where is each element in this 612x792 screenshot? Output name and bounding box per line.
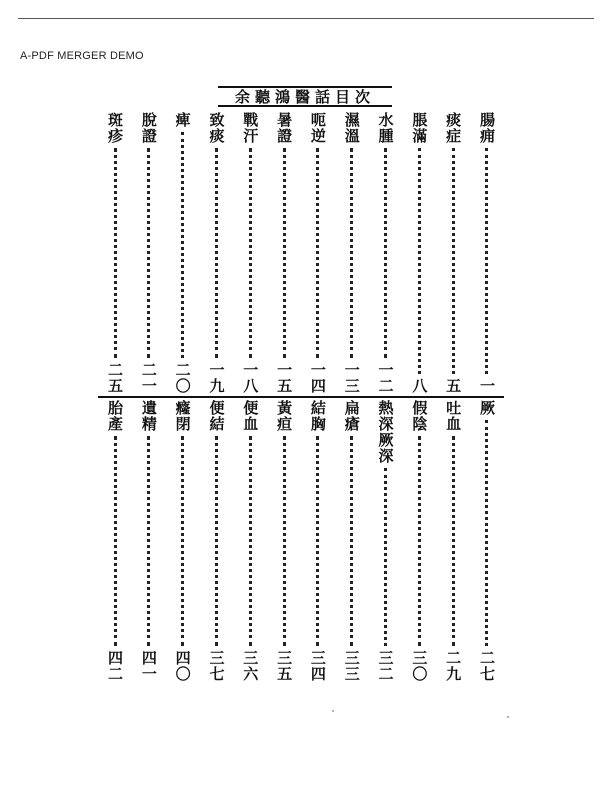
toc-entry bbox=[438, 112, 468, 394]
entry-title: 癃閉 bbox=[173, 400, 192, 432]
dot-leader bbox=[147, 148, 150, 358]
dot-leader bbox=[452, 148, 455, 374]
dot-leader bbox=[316, 148, 319, 358]
entry-title: 便結 bbox=[207, 400, 226, 432]
entry-page: 一四 bbox=[308, 362, 327, 394]
toc-entry bbox=[134, 112, 164, 394]
toc-entry bbox=[371, 400, 401, 682]
entry-page: 三四 bbox=[308, 650, 327, 682]
entry-title: 脫證 bbox=[139, 112, 158, 144]
entry-title: 結胸 bbox=[308, 400, 327, 432]
entry-title: 濕溫 bbox=[342, 112, 361, 144]
watermark-label: A-PDF MERGER DEMO bbox=[20, 50, 144, 62]
entry-page: 四一 bbox=[139, 650, 158, 682]
toc-entry bbox=[404, 112, 434, 394]
entry-title: 吐血 bbox=[444, 400, 463, 432]
entry-page: 三五 bbox=[275, 650, 294, 682]
toc-entry bbox=[472, 112, 502, 394]
dot-leader bbox=[147, 436, 150, 646]
toc-entry bbox=[472, 400, 502, 682]
entry-title: 痺 bbox=[173, 112, 192, 128]
entry-title: 扁瘡 bbox=[342, 400, 361, 432]
scan-speck bbox=[507, 716, 509, 718]
entry-title: 呃逆 bbox=[308, 112, 327, 144]
dot-leader bbox=[485, 420, 488, 646]
entry-title: 斑疹 bbox=[106, 112, 124, 144]
dot-leader bbox=[181, 132, 184, 358]
toc-entry bbox=[337, 400, 367, 682]
entry-title: 黃疸 bbox=[275, 400, 294, 432]
entry-title: 痰症 bbox=[444, 112, 463, 144]
toc-entry bbox=[201, 112, 231, 394]
entry-title: 便血 bbox=[241, 400, 260, 432]
entry-page: 四二 bbox=[106, 650, 124, 682]
entry-page: 二七 bbox=[477, 650, 496, 682]
entry-title: 腸痈 bbox=[477, 112, 496, 144]
entry-title: 水腫 bbox=[376, 112, 395, 144]
entry-page: 三三 bbox=[342, 650, 361, 682]
entry-title: 假陰 bbox=[410, 400, 429, 432]
toc-bottom-columns bbox=[100, 400, 502, 682]
entry-page: 八 bbox=[410, 378, 429, 394]
entry-title: 脹滿 bbox=[410, 112, 429, 144]
entry-page: 一九 bbox=[207, 362, 226, 394]
dot-leader bbox=[452, 436, 455, 646]
entry-page: 一八 bbox=[241, 362, 260, 394]
toc-entry bbox=[371, 112, 401, 394]
dot-leader bbox=[485, 148, 488, 374]
toc-top-columns bbox=[100, 112, 502, 394]
toc-entry bbox=[201, 400, 231, 682]
toc-entry bbox=[438, 400, 468, 682]
dot-leader bbox=[114, 436, 117, 646]
entry-page: 三二 bbox=[376, 650, 395, 682]
dot-leader bbox=[215, 436, 218, 646]
toc-entry bbox=[269, 112, 299, 394]
entry-page: 三六 bbox=[241, 650, 260, 682]
section-divider bbox=[98, 396, 504, 398]
toc-entry bbox=[235, 400, 265, 682]
dot-leader bbox=[316, 436, 319, 646]
toc-title: 余聽鴻醫話目次 bbox=[218, 86, 392, 107]
dot-leader bbox=[384, 468, 387, 646]
toc-entry bbox=[337, 112, 367, 394]
dot-leader bbox=[418, 436, 421, 646]
dot-leader bbox=[283, 436, 286, 646]
entry-page: 一 bbox=[477, 378, 496, 394]
entry-page: 二〇 bbox=[173, 362, 192, 394]
toc-entry bbox=[100, 400, 130, 682]
dot-leader bbox=[114, 148, 117, 358]
entry-title: 厥 bbox=[477, 400, 496, 416]
dot-leader bbox=[350, 436, 353, 646]
toc-entry bbox=[404, 400, 434, 682]
toc-entry bbox=[134, 400, 164, 682]
top-rule bbox=[18, 18, 594, 19]
toc-entry bbox=[168, 400, 198, 682]
dot-leader bbox=[384, 148, 387, 358]
dot-leader bbox=[249, 436, 252, 646]
entry-page: 三七 bbox=[207, 650, 226, 682]
dot-leader bbox=[283, 148, 286, 358]
entry-page: 二五 bbox=[106, 362, 124, 394]
entry-title: 戰汗 bbox=[241, 112, 260, 144]
entry-title: 胎產 bbox=[106, 400, 124, 432]
toc-entry bbox=[235, 112, 265, 394]
dot-leader bbox=[350, 148, 353, 358]
entry-page: 一五 bbox=[275, 362, 294, 394]
entry-page: 一三 bbox=[342, 362, 361, 394]
entry-page: 一二 bbox=[376, 362, 395, 394]
entry-title: 致痰 bbox=[207, 112, 226, 144]
scan-speck bbox=[332, 710, 334, 712]
toc-entry bbox=[303, 112, 333, 394]
entry-title: 暑證 bbox=[275, 112, 294, 144]
dot-leader bbox=[249, 148, 252, 358]
entry-page: 二九 bbox=[444, 650, 463, 682]
toc-entry bbox=[269, 400, 299, 682]
entry-page: 五 bbox=[444, 378, 463, 394]
dot-leader bbox=[418, 148, 421, 374]
dot-leader bbox=[181, 436, 184, 646]
toc-entry bbox=[168, 112, 198, 394]
entry-page: 三〇 bbox=[410, 650, 429, 682]
entry-page: 二一 bbox=[139, 362, 158, 394]
entry-page: 四〇 bbox=[173, 650, 192, 682]
entry-title: 遺精 bbox=[139, 400, 158, 432]
dot-leader bbox=[215, 148, 218, 358]
toc-entry bbox=[100, 112, 130, 394]
entry-title: 熱深厥深 bbox=[376, 400, 395, 464]
toc-entry bbox=[303, 400, 333, 682]
